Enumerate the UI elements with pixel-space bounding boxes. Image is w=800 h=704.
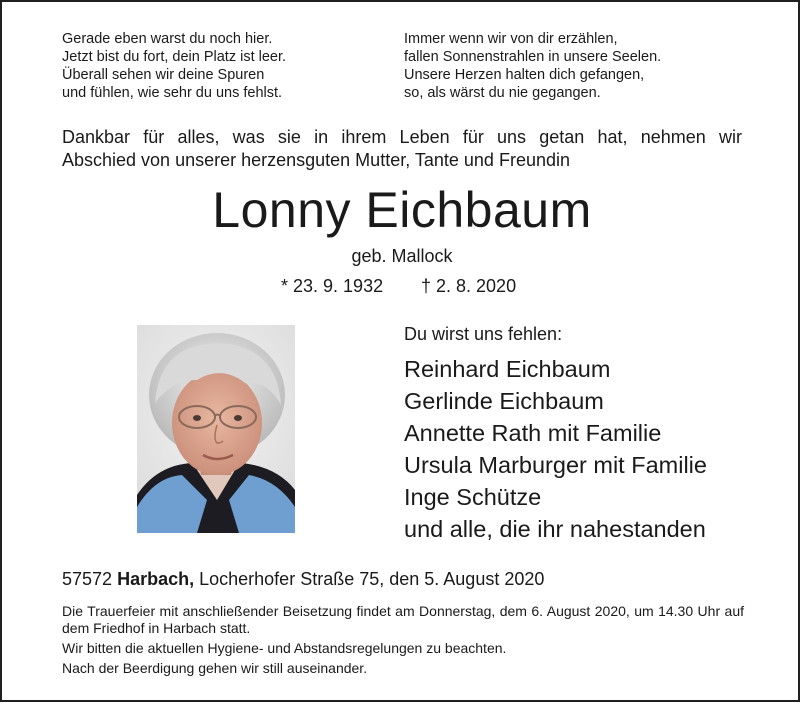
mourners-lead: Du wirst uns fehlen: xyxy=(404,324,563,344)
mourner-name: Inge Schütze xyxy=(404,484,542,510)
poem-line: Überall sehen wir deine Spuren xyxy=(62,67,265,83)
funeral-note: Nach der Beerdigung gehen wir still auseinander. xyxy=(62,660,368,676)
mourner-name: und alle, die ihr nahestanden xyxy=(404,516,706,542)
address-zip: 57572 xyxy=(62,569,113,589)
poem-line: und fühlen, wie sehr du uns fehlst. xyxy=(62,85,283,101)
birth-date: * 23. 9. 1932 xyxy=(281,276,384,296)
mourner-name: Annette Rath mit Familie xyxy=(404,420,662,446)
maiden-name: geb. Mallock xyxy=(351,246,453,266)
intro-line-1: Dankbar für alles, was sie in ihrem Leben für uns getan hat, nehmen wir xyxy=(62,127,742,147)
mourners-list xyxy=(404,323,707,545)
deceased-name: Lonny Eichbaum xyxy=(212,182,592,238)
poem-line: Gerade eben warst du noch hier. xyxy=(62,31,273,47)
poem-line: Jetzt bist du fort, dein Platz ist leer. xyxy=(62,49,287,65)
funeral-notes xyxy=(62,603,744,680)
mourner-name: Gerlinde Eichbaum xyxy=(404,388,604,414)
funeral-note: Die Trauerfeier mit anschließender Beisetzung findet am Donnerstag, dem 6. August 2020, um 14.30 Uhr auf dem Friedhof in Harbach statt. xyxy=(62,603,744,636)
address-rest: Locherhofer Straße 75, den 5. August 2020 xyxy=(199,569,545,589)
funeral-note: Wir bitten die aktuellen Hygiene- und Abstandsregelungen zu beachten. xyxy=(62,640,507,656)
intro-text xyxy=(62,126,742,172)
address-town: Harbach, xyxy=(117,569,195,589)
poem-right xyxy=(404,30,661,102)
poem-line: Immer wenn wir von dir erzählen, xyxy=(404,31,618,47)
mourner-name: Reinhard Eichbaum xyxy=(404,356,611,382)
poem-line: Unsere Herzen halten dich gefangen, xyxy=(404,67,645,83)
intro-line-2: Abschied von unserer herzensguten Mutter, Tante und Freundin xyxy=(62,150,570,170)
poem-line: fallen Sonnenstrahlen in unsere Seelen. xyxy=(404,49,662,65)
portrait-image xyxy=(137,325,295,533)
poem-left xyxy=(62,30,286,102)
address-line xyxy=(62,568,544,590)
portrait-photo xyxy=(137,325,295,533)
death-date: † 2. 8. 2020 xyxy=(421,276,517,296)
poem-line: so, als wärst du nie gegangen. xyxy=(404,85,601,101)
mourner-name: Ursula Marburger mit Familie xyxy=(404,452,707,478)
